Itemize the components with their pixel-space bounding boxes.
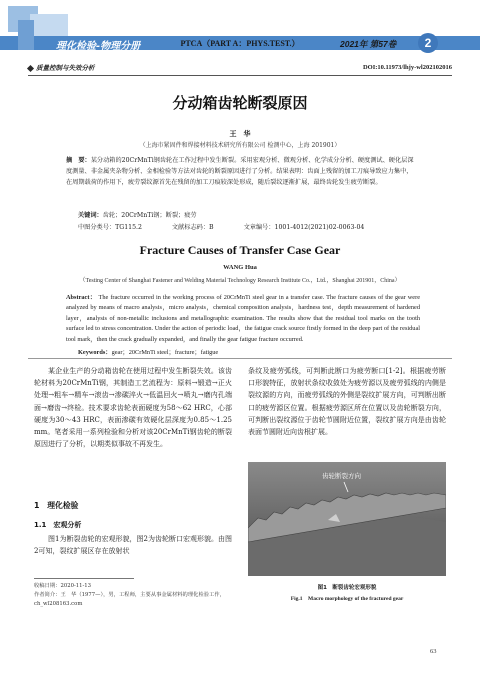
abstract-en bbox=[66, 293, 420, 345]
keywords-en bbox=[78, 347, 418, 356]
clc-number: 中图分类号：TG115.2 bbox=[78, 224, 142, 231]
document-code: 文献标志码：B bbox=[171, 224, 214, 231]
keywords-text-en: gear；20CrMnTi steel；fracture；fatigue bbox=[111, 349, 219, 356]
figure-direction-label: 齿轮断裂方向 bbox=[322, 472, 361, 480]
journal-name: PTCA（PART A：PHYS.TEST.） bbox=[180, 39, 300, 48]
keywords-label-cn: 关键词： bbox=[78, 212, 103, 219]
body-divider bbox=[28, 358, 452, 359]
article-number: 文章编号：1001-4012(2021)02-0063-04 bbox=[243, 224, 365, 231]
classification-row bbox=[78, 223, 438, 234]
footnote-author: 作者简介：王 华（1977—），男，工程师，主要从事金属材料的理化检验工作，ch_wl208163.com bbox=[34, 592, 225, 607]
page-number: 63 bbox=[430, 648, 437, 655]
column-tag-text: 质量控制与失效分析 bbox=[36, 64, 95, 72]
keywords-label-en: Keywords： bbox=[78, 349, 112, 356]
paragraph-1-1: 图1为断裂齿轮的宏观形貌，图2为齿轮断口宏观形貌。由图2可知，裂纹扩展区存在放射状 bbox=[34, 535, 232, 556]
section-heading: 1 理化检验 bbox=[34, 501, 79, 510]
author-cn: 王 华 bbox=[229, 130, 251, 138]
footnote-divider bbox=[34, 578, 134, 579]
abstract-text-cn: 某分动箱的20CrMnTi钢齿轮在工作过程中发生断裂。采用宏观分析、微观分析、化学成分分析、硬度测试、硬化层深度测量、非金属夹杂物分析、金相检验等方法对齿轮的断裂原因进行了分析。结果表明：齿面上残留的加工刀痕导致应力集中，在周期载荷的作用下，疲劳裂纹源首先在残留的加工刀痕较深处形成，随后裂纹逐渐扩展，最终齿轮发生疲劳断裂。 bbox=[66, 157, 414, 186]
paper-title-cn: 分动箱齿轮断裂原因 bbox=[172, 94, 308, 112]
abstract-label-en: Abstract： bbox=[66, 294, 97, 301]
affiliation-en: （Testing Center of Shanghai Fastener and Welding Material Technology Research Institute Co.，Ltd.，Shanghai 201901，China） bbox=[79, 278, 401, 284]
issue-badge: 2 bbox=[418, 33, 438, 53]
affiliation-cn: （上海市紧固件和焊接材料技术研究所有限公司 检测中心，上海 201901） bbox=[139, 142, 341, 149]
abstract-cn bbox=[66, 156, 418, 188]
doi[interactable]: DOI:10.11973/lhjy-wl202102016 bbox=[362, 64, 452, 71]
fractured-gear-photo bbox=[248, 462, 446, 576]
keywords-cn bbox=[78, 211, 418, 222]
figure-caption-cn: 图1 断裂齿轮宏观形貌 bbox=[317, 585, 377, 591]
author-en: WANG Hua bbox=[223, 264, 257, 271]
journal-brand: 理化检验-物理分册 bbox=[56, 41, 141, 52]
footnote-received: 收稿日期：2020-11-13 bbox=[34, 583, 92, 589]
abstract-label-cn: 摘 要： bbox=[66, 157, 91, 164]
paper-title-en: Fracture Causes of Transfer Case Gear bbox=[139, 243, 341, 257]
figure-caption-en: Fig.1 Macro morphology of the fractured gear bbox=[290, 596, 404, 602]
abstract-text-en: The fracture occurred in the working process of 20CrMnTi steel gear in a transfer case. The fracture causes of the gear were analyzed by means of macro analysis，micro analysis，chemical composition analysis，hardness test，depth measurement of hardened layer，analysis of non-metallic inclusions and metallographic examination. The results show that the residual tool marks on the tooth surface led to stress concentration. Under the action of periodic load，the fatigue crack source firstly formed in the deep part of the residual tool mark，then the crack gradually expanded，and finally the gear fatigue fracture occurred. bbox=[66, 294, 420, 343]
volume-label: 2021年 第57卷 bbox=[340, 39, 397, 49]
column-tag bbox=[28, 63, 95, 72]
top-divider bbox=[28, 75, 452, 76]
diamond-icon bbox=[27, 64, 34, 71]
keywords-text-cn: 齿轮；20CrMnTi钢；断裂；疲劳 bbox=[102, 212, 197, 219]
footnote bbox=[34, 582, 234, 609]
subsection-heading: 1.1 宏观分析 bbox=[34, 521, 82, 529]
intro-paragraph: 某企业生产的分动箱齿轮在使用过程中发生断裂失效。该齿轮材料为20CrMnTi钢，其制造工艺流程为：原料→锻造→正火处理→粗车→精车→滚齿→渗碳淬火→低温回火→喷丸→磨内孔端面→磨齿→终检。技术要求齿轮表面硬度为58～62 HRC，心部硬度为30～43 HRC，表面渗碳有效硬化层深度为0.85～1.25 mm。笔者采用一系列检验和分析对该20CrMnTi钢齿轮的断裂原因进行了分析，以期类似事故不再发生。 bbox=[34, 367, 232, 449]
right-column-paragraph: 条纹及疲劳弧线，可判断此断口为疲劳断口[1-2]。根据疲劳断口形貌特征，放射状条纹收敛处为疲劳源以及疲劳弧线的内侧是裂纹源的方向，而疲劳弧线的外侧是裂纹扩展方向，可判断出断口的疲劳源区位置。根据疲劳源区所在位置以及齿轮断裂方向，可判断出裂纹源位于齿轮节圆附近位置，裂纹扩展方向是由齿轮表面节圆附近向齿根扩展。 bbox=[248, 367, 446, 437]
